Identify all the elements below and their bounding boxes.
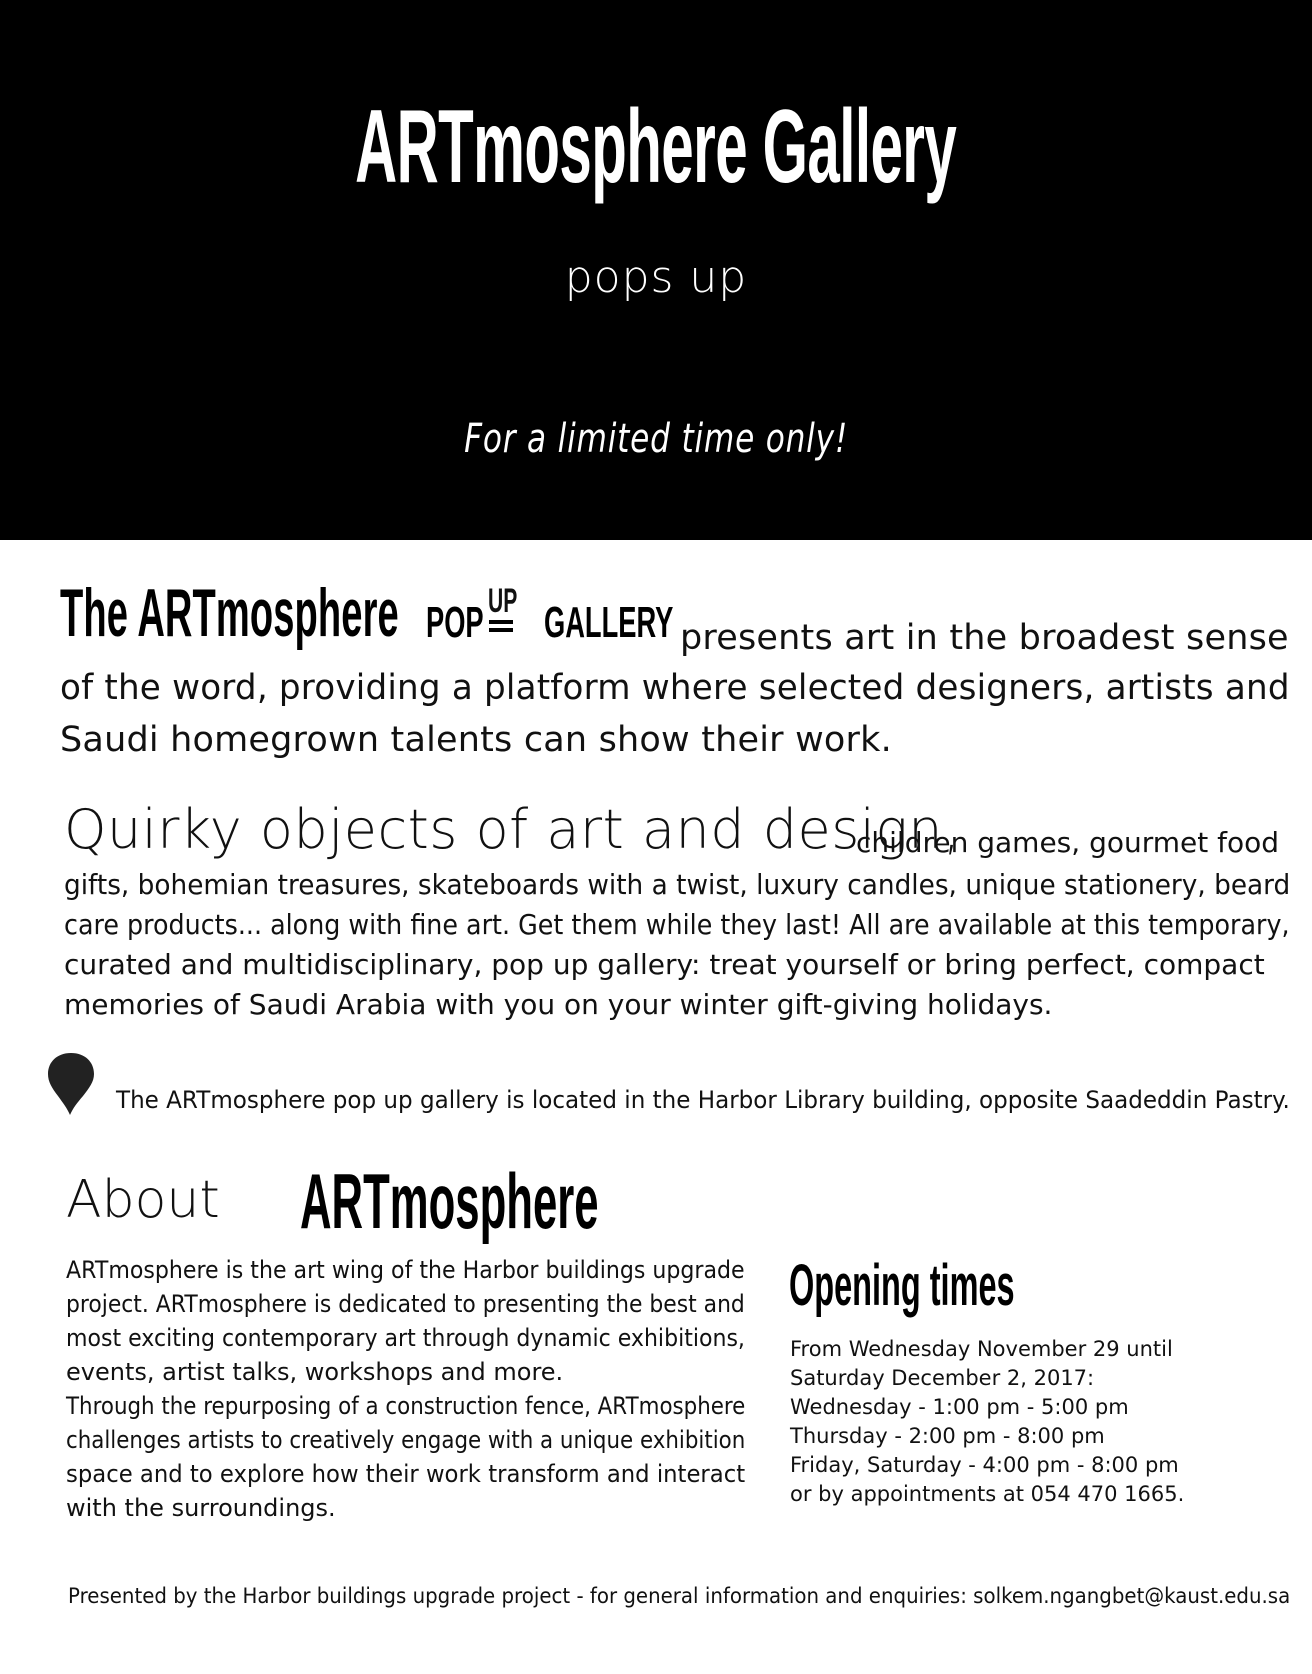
- pop-label: POP: [426, 598, 484, 647]
- about-brand: ARTmosphere: [300, 1157, 599, 1245]
- quirky-line-1: gifts, bohemian treasures, skateboards with a twist, luxury candles, unique stationery, beard: [64, 868, 1291, 901]
- map-pin-icon: [46, 1052, 96, 1116]
- opening-line-4: Thursday - 2:00 pm - 8:00 pm: [790, 1424, 1105, 1448]
- up-label: UP: [488, 582, 518, 620]
- about-line-6: challenges artists to creatively engage with a unique exhibition: [66, 1426, 746, 1454]
- about-line-3: most exciting contemporary art through dynamic exhibitions,: [66, 1324, 745, 1352]
- about-heading: [66, 1157, 599, 1245]
- quirky-heading: Quirky objects of art and design,: [64, 798, 961, 861]
- subtitle: pops up: [564, 252, 748, 303]
- opening-line-5: Friday, Saturday - 4:00 pm - 8:00 pm: [790, 1453, 1179, 1477]
- intro-line-1: presents art in the broadest sense: [680, 618, 1289, 658]
- about-line-7: space and to explore how their work transform and interact: [66, 1460, 746, 1488]
- footer-text: Presented by the Harbor buildings upgrade project - for general information and enquiries: solkem.ngangbet@kaust.edu.sa: [68, 1584, 1291, 1608]
- location-text: The ARTmosphere pop up gallery is located in the Harbor Library building, opposite Saadeddin Pastry.: [116, 1086, 1290, 1114]
- about-line-2: project. ARTmosphere is dedicated to presenting the best and: [66, 1290, 745, 1318]
- gallery-title: ARTmosphere Gallery: [355, 89, 957, 205]
- about-word: About: [66, 1170, 220, 1230]
- gallery-label: GALLERY: [544, 598, 674, 647]
- quirky-line-2: care products... along with fine art. Get them while they last! All are available at this temporary,: [64, 908, 1290, 941]
- tagline: For a limited time only!: [463, 416, 849, 462]
- quirky-line-3: curated and multidisciplinary, pop up gallery: treat yourself or bring perfect, compact: [64, 948, 1265, 981]
- up-underline-1: [489, 620, 513, 624]
- about-line-1: ARTmosphere is the art wing of the Harbor buildings upgrade: [66, 1256, 745, 1284]
- intro-brand: The ARTmosphere: [60, 575, 399, 651]
- about-line-4: events, artist talks, workshops and more.: [66, 1358, 564, 1386]
- intro-line-2: of the word, providing a platform where selected designers, artists and: [60, 668, 1290, 708]
- quirky-lead: children games, gourmet food: [856, 826, 1280, 859]
- up-underline-2: [489, 628, 513, 632]
- quirky-line-4: memories of Saudi Arabia with you on your winter gift-giving holidays.: [64, 988, 1053, 1021]
- opening-line-1: From Wednesday November 29 until: [790, 1337, 1173, 1361]
- opening-line-3: Wednesday - 1:00 pm - 5:00 pm: [790, 1395, 1129, 1419]
- header-banner: [0, 0, 1312, 540]
- opening-times-heading: Opening times: [789, 1253, 1015, 1318]
- opening-line-2: Saturday December 2, 2017:: [790, 1366, 1095, 1390]
- about-line-8: with the surroundings.: [66, 1494, 336, 1522]
- intro-line-3: Saudi homegrown talents can show their work.: [60, 720, 892, 760]
- about-line-5: Through the repurposing of a construction fence, ARTmosphere: [66, 1392, 746, 1420]
- opening-line-6: or by appointments at 054 470 1665.: [790, 1482, 1185, 1506]
